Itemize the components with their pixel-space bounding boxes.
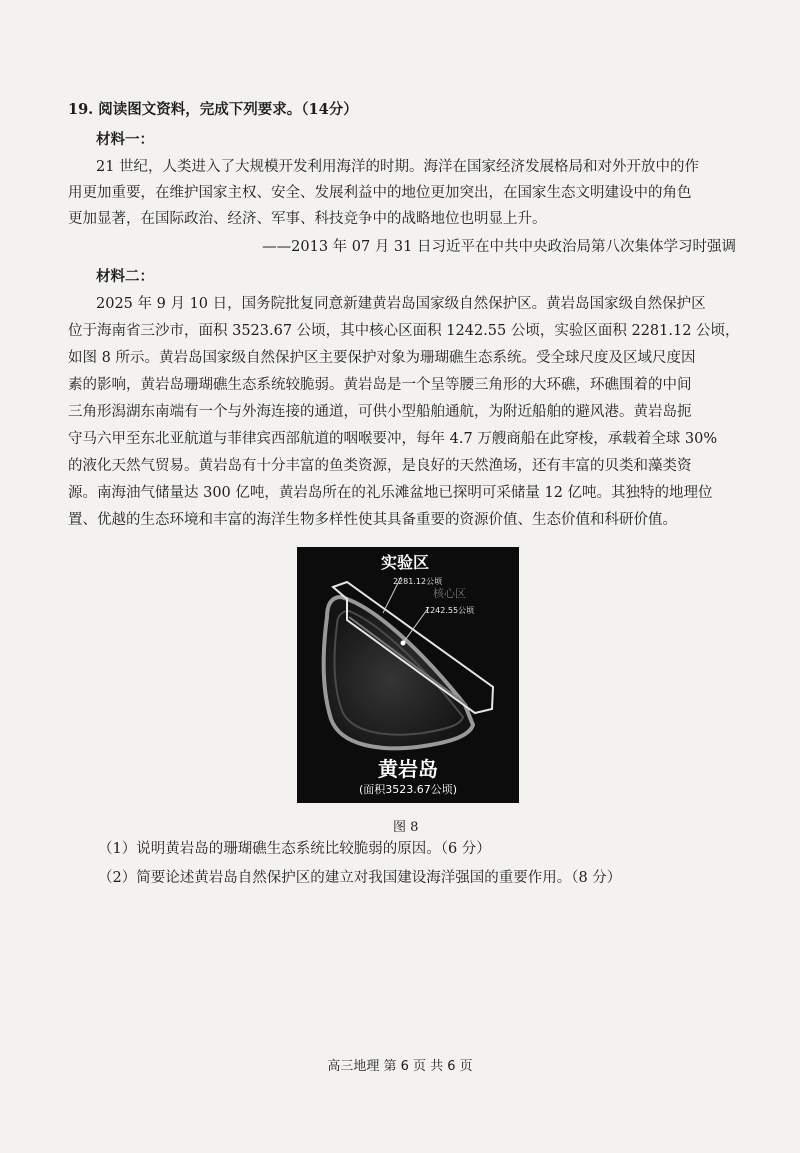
page-footer: 高三地理 第 6 页 共 6 页 [327,1059,473,1074]
material-two-line-4: 素的影响，黄岩岛珊瑚礁生态系统较脆弱。黄岩岛是一个呈等腰三角形的大环礁，环礁围着的中间 [68,377,692,393]
core-marker [401,641,406,646]
core-zone-area: 1242.55公顷 [425,606,475,615]
material-one-attribution: ——2013 年 07 月 31 日习近平在中共中央政治局第八次集体学习时强调 [262,239,736,255]
island-name: 黄岩岛 [378,757,438,781]
material-two-line-2: 位于海南省三沙市，面积 3523.67 公顷，其中核心区面积 1242.55 公顷，实验区面积 2281.12 公顷， [68,323,740,339]
material-two-line-9: 置、优越的生态环境和丰富的海洋生物多样性使其具备重要的资源价值、生态价值和科研价值。 [68,512,677,528]
experimental-zone-label: 实验区 [381,553,430,572]
subquestion-2: （2）简要论述黄岩岛自然保护区的建立对我国建设海洋强国的重要作用。（8 分） [98,870,622,886]
material-two-line-3: 如图 8 所示。黄岩岛国家级自然保护区主要保护对象为珊瑚礁生态系统。受全球尺度及区域尺度因 [68,350,696,366]
subquestion-1: （1）说明黄岩岛的珊瑚礁生态系统比较脆弱的原因。（6 分） [98,841,491,857]
material-two-line-8: 源。南海油气储量达 300 亿吨，黄岩岛所在的礼乐滩盆地已探明可采储量 12 亿吨。其独特的地理位 [68,485,713,501]
material-two-label: 材料二： [96,268,154,285]
core-zone-label: 核心区 [433,587,466,600]
material-two-line-6: 守马六甲至东北亚航道与菲律宾西部航道的咽喉要冲，每年 4.7 万艘商船在此穿梭，承载着全球 30% [68,431,718,447]
material-two-line-1: 2025 年 9 月 10 日，国务院批复同意新建黄岩岛国家级自然保护区。黄岩岛国家级自然保护区 [96,296,706,312]
material-one-line-2: 用更加重要，在维护国家主权、安全、发展利益中的地位更加突出，在国家生态文明建设中的角色 [68,185,692,201]
experimental-zone-area: 2281.12公顷 [393,577,443,586]
question-header: 19. 阅读图文资料，完成下列要求。（14分） [68,101,358,118]
figure-caption: 图 8 [393,820,419,835]
material-two-line-5: 三角形潟湖东南端有一个与外海连接的通道，可供小型船舶通航，为附近船舶的避风港。黄岩岛扼 [68,404,692,420]
material-one-line-3: 更加显著，在国际政治、经济、军事、科技竞争中的战略地位也明显上升。 [68,211,547,227]
material-one-line-1: 21 世纪，人类进入了大规模开发利用海洋的时期。海洋在国家经济发展格局和对外开放中的作 [96,159,700,175]
huangyan-island-map [297,547,519,803]
island-area: (面积3523.67公顷) [358,783,458,796]
material-one-label: 材料一： [96,131,154,148]
material-two-line-7: 的液化天然气贸易。黄岩岛有十分丰富的鱼类资源，是良好的天然渔场，还有丰富的贝类和藻类资 [68,458,692,474]
